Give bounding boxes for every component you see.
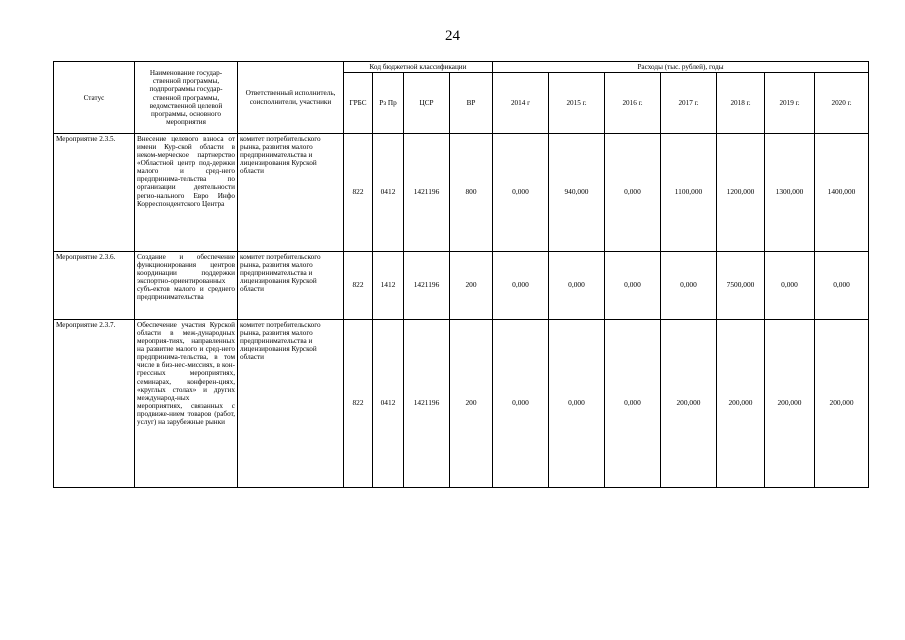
header-year-2020: 2020 г.: [815, 73, 869, 134]
row-vr: 800: [450, 134, 493, 252]
header-year-2015: 2015 г.: [549, 73, 605, 134]
header-year-2014: 2014 г: [493, 73, 549, 134]
table-row: [54, 134, 869, 252]
row-value-2016: 0,000: [605, 252, 661, 320]
header-grbs: ГРБС: [344, 73, 373, 134]
row-value-2020: 0,000: [815, 252, 869, 320]
header-budget-code-group: Код бюджетной классификации: [344, 62, 493, 73]
row-value-2020: 200,000: [815, 320, 869, 488]
row-rzpr: 0412: [373, 134, 404, 252]
row-name: Внесение целевого взноса от имени Кур-ской области в неком-мерческое партнерство «Областной центр под-держки малого и сред-него предпринима-тельства по организации деятельности регио-нального Евро Инфо Корреспондентского Центра: [135, 134, 238, 252]
row-value-2014: 0,000: [493, 134, 549, 252]
budget-table: [53, 61, 869, 488]
row-value-2018: 200,000: [717, 320, 765, 488]
header-responsible: Ответственный исполнитель, соисполнители, участники: [238, 62, 344, 134]
row-responsible: комитет потребительского рынка, развития малого предпринимательства и лицензирования Курской области: [238, 320, 344, 488]
row-value-2017: 200,000: [661, 320, 717, 488]
row-value-2014: 0,000: [493, 320, 549, 488]
row-value-2020: 1400,000: [815, 134, 869, 252]
row-value-2016: 0,000: [605, 134, 661, 252]
row-name: Обеспечение участия Курской области в меж-дународных мероприя-тиях, направленных на развитие малого и сред-него предпринима-тельства, в том числе в биз-нес-миссиях, в кон-грессных мероприятиях, семинарах, конферен-циях, «круглых столах» и других международ-ных мероприятиях, связанных с продвиже-нием товаров (работ, услуг) на зарубежные рынки: [135, 320, 238, 488]
row-value-2015: 0,000: [549, 320, 605, 488]
row-grbs: 822: [344, 134, 373, 252]
row-value-2019: 200,000: [765, 320, 815, 488]
row-value-2017: 1100,000: [661, 134, 717, 252]
table-row: [54, 320, 869, 488]
row-grbs: 822: [344, 252, 373, 320]
header-year-2019: 2019 г.: [765, 73, 815, 134]
header-expenses-group: Расходы (тыс. рублей), годы: [493, 62, 869, 73]
row-value-2017: 0,000: [661, 252, 717, 320]
row-value-2015: 940,000: [549, 134, 605, 252]
row-value-2016: 0,000: [605, 320, 661, 488]
row-vr: 200: [450, 252, 493, 320]
header-year-2016: 2016 г.: [605, 73, 661, 134]
row-csr: 1421196: [404, 320, 450, 488]
row-value-2018: 7500,000: [717, 252, 765, 320]
row-value-2015: 0,000: [549, 252, 605, 320]
header-year-2017: 2017 г.: [661, 73, 717, 134]
row-responsible: комитет потребительского рынка, развития малого предпринимательства и лицензирования Курской области: [238, 134, 344, 252]
row-value-2018: 1200,000: [717, 134, 765, 252]
row-csr: 1421196: [404, 134, 450, 252]
row-responsible: комитет потребительского рынка, развития малого предпринимательства и лицензирования Курской области: [238, 252, 344, 320]
header-csr: ЦСР: [404, 73, 450, 134]
row-status: Мероприятие 2.3.7.: [54, 320, 135, 488]
row-rzpr: 0412: [373, 320, 404, 488]
row-status: Мероприятие 2.3.5.: [54, 134, 135, 252]
header-vr: ВР: [450, 73, 493, 134]
row-value-2019: 0,000: [765, 252, 815, 320]
row-rzpr: 1412: [373, 252, 404, 320]
row-status: Мероприятие 2.3.6.: [54, 252, 135, 320]
header-rzpr: Рз Пр: [373, 73, 404, 134]
row-value-2014: 0,000: [493, 252, 549, 320]
row-vr: 200: [450, 320, 493, 488]
header-year-2018: 2018 г.: [717, 73, 765, 134]
table-row: [54, 252, 869, 320]
header-row-1: [54, 62, 869, 73]
row-grbs: 822: [344, 320, 373, 488]
row-csr: 1421196: [404, 252, 450, 320]
page-number: 24: [445, 28, 460, 44]
row-value-2019: 1300,000: [765, 134, 815, 252]
header-program-name: Наименование государ-ственной программы, подпрограммы государ-ственной программы, ведомственной целевой программы, основного мероприятия: [135, 62, 238, 134]
row-name: Создание и обеспечение функционирования центров координации поддержки экспортно-ориентированных субъ-ектов малого и среднего предпринимательства: [135, 252, 238, 320]
header-status: Статус: [54, 62, 135, 134]
